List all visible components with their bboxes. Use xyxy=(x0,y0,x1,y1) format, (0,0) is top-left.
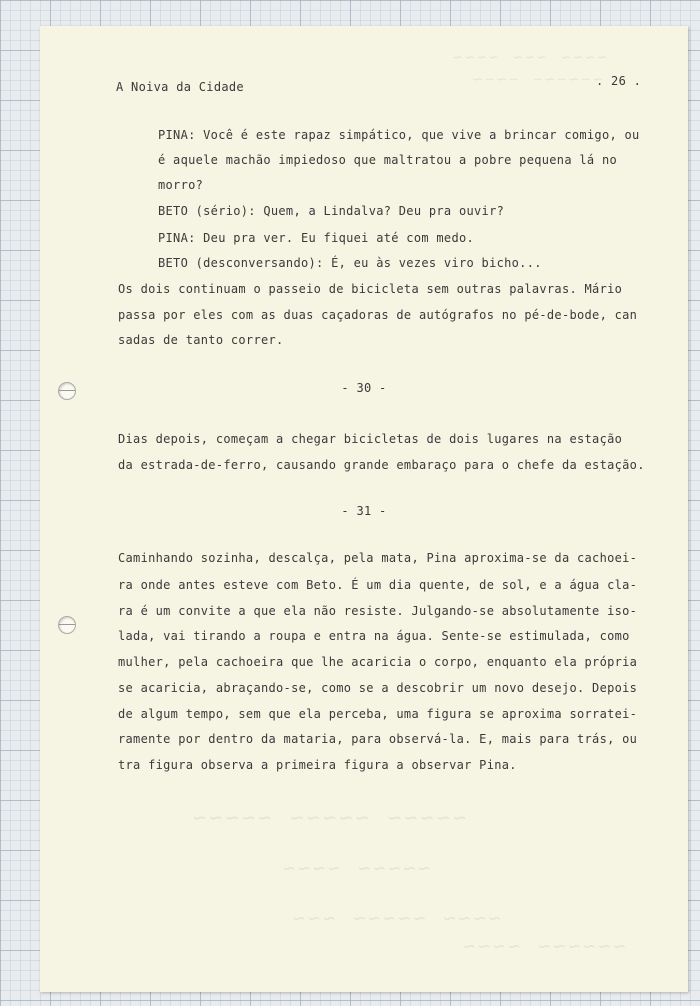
action-line: sadas de tanto correr. xyxy=(118,333,284,347)
action-line: Caminhando sozinha, descalça, pela mata, Pina aproxima-se da cachoei- xyxy=(118,551,638,565)
dialogue-line: é aquele machão impiedoso que maltratou a pobre pequena lá no xyxy=(158,153,618,167)
bleed-through-text: ~~~~~~ ~~~~ xyxy=(460,934,626,958)
action-line: lada, vai tirando a roupa e entra na água. Sente-se estimulada, como xyxy=(118,629,630,643)
action-line: passa por eles com as duas caçadoras de autógrafos no pé-de-bode, can xyxy=(118,308,638,322)
action-line: de algum tempo, sem que ela perceba, uma figura se aproxima sorratei- xyxy=(118,707,638,721)
bleed-through-text: ~~~~~ ~~~~~ ~~~~~ xyxy=(190,806,467,831)
scene-number: - 30 - xyxy=(341,381,387,395)
action-line: ra onde antes esteve com Beto. É um dia quente, de sol, e a água cla- xyxy=(118,578,638,592)
action-line: mulher, pela cachoeira que lhe acaricia o corpo, enquanto ela própria xyxy=(118,655,638,669)
action-line: ramente por dentro da mataria, para observá-la. E, mais para trás, ou xyxy=(118,732,638,746)
dialogue-line: BETO (sério): Quem, a Lindalva? Deu pra ouvir? xyxy=(158,204,505,218)
action-line: da estrada-de-ferro, causando grande embaraço para o chefe da estação. xyxy=(118,458,645,472)
action-line: Os dois continuam o passeio de bicicleta sem outras palavras. Mário xyxy=(118,282,623,296)
action-line: ra é um convite a que ela não resiste. Julgando-se absolutamente iso- xyxy=(118,604,638,618)
dialogue-line: BETO (desconversando): É, eu às vezes viro bicho... xyxy=(158,256,542,270)
dialogue-line: PINA: Deu pra ver. Eu fiquei até com medo. xyxy=(158,231,475,245)
action-line: Dias depois, começam a chegar bicicletas de dois lugares na estação xyxy=(118,432,623,446)
dialogue-line: morro? xyxy=(158,178,204,192)
scene-number: - 31 - xyxy=(341,504,387,518)
bleed-through-text: ~~~~ ~~~~~ ~~~ xyxy=(290,906,501,930)
action-line: se acaricia, abraçando-se, como se a descobrir um novo desejo. Depois xyxy=(118,681,638,695)
document-title: A Noiva da Cidade xyxy=(116,80,244,94)
bleed-through-text: ~~~~ ~~~ ~~~~ xyxy=(450,48,607,66)
page-number: . 26 . xyxy=(596,74,642,88)
action-line: tra figura observa a primeira figura a observar Pina. xyxy=(118,758,517,772)
typewritten-page xyxy=(40,26,688,992)
bleed-through-text: ~~~~~ ~~~~ xyxy=(280,856,431,880)
bleed-through-text: ~~~~~~ ~~~~ xyxy=(470,70,603,88)
punch-hole-bottom xyxy=(58,616,76,634)
dialogue-line: PINA: Você é este rapaz simpático, que vive a brincar comigo, ou xyxy=(158,128,640,142)
